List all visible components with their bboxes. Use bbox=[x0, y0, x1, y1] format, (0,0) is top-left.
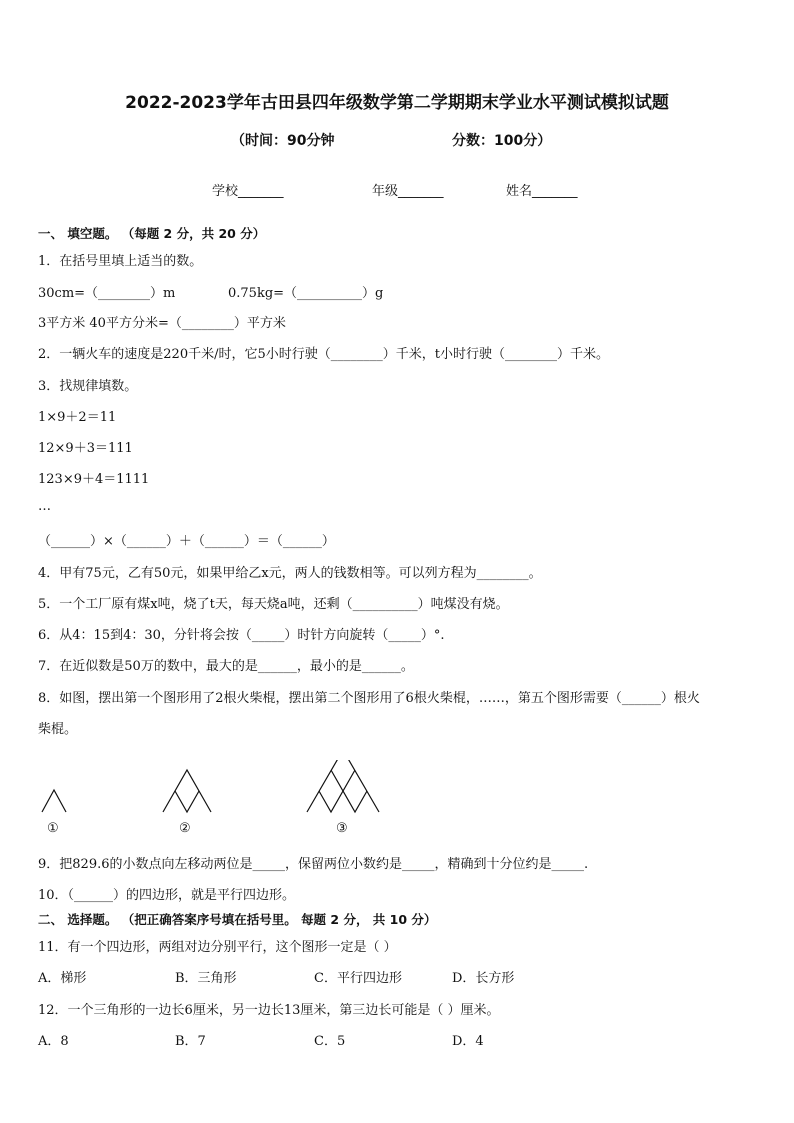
question-3: 3．找规律填数。 bbox=[38, 379, 138, 394]
grade-field: 年级_______ bbox=[372, 184, 444, 199]
q12-option-d: D．4 bbox=[452, 1034, 484, 1049]
question-3d: … bbox=[38, 499, 51, 514]
q11-option-c: C．平行四边形 bbox=[314, 971, 402, 986]
question-1: 1．在括号里填上适当的数。 bbox=[38, 254, 203, 269]
question-4: 4．甲有75元，乙有50元，如果甲给乙x元，两人的钱数相等。可以列方程为________。 bbox=[38, 566, 542, 581]
question-1c: 3平方米 40平方分米=（________）平方米 bbox=[38, 316, 286, 331]
figure-label-3: ③ bbox=[336, 821, 348, 836]
matchstick-figure-2-inner bbox=[175, 791, 199, 812]
q11-option-d: D．长方形 bbox=[452, 971, 515, 986]
matchstick-figure-3-top bbox=[331, 770, 355, 791]
name-field: 姓名_______ bbox=[506, 184, 578, 199]
question-8-line1: 8．如图，摆出第一个图形用了2根火柴棍，摆出第二个图形用了6根火柴棍，……，第五个图形需要（______）根火 bbox=[38, 691, 700, 706]
question-1a: 30cm=（________）m bbox=[38, 286, 176, 301]
q11-option-b: B．三角形 bbox=[175, 971, 237, 986]
exam-score: 分数：100分） bbox=[452, 133, 552, 149]
figure-label-2: ② bbox=[179, 821, 191, 836]
matchstick-figure-1 bbox=[42, 790, 66, 812]
question-8-line2: 柴棍。 bbox=[38, 722, 78, 737]
q12-option-a: A．8 bbox=[38, 1034, 69, 1049]
exam-time: （时间：90分钟 bbox=[231, 133, 335, 149]
question-2: 2．一辆火车的速度是220千米/时，它5小时行驶（________）千米，t小时行驶（________）千米。 bbox=[38, 347, 609, 362]
question-7: 7．在近似数是50万的数中，最大的是______，最小的是______。 bbox=[38, 659, 414, 674]
q12-option-c: C．5 bbox=[314, 1034, 346, 1049]
question-5: 5．一个工厂原有煤x吨，烧了t天，每天烧a吨，还剩（__________）吨煤没有烧。 bbox=[38, 597, 509, 612]
question-12: 12．一个三角形的一边长6厘米，另一边长13厘米，第三边长可能是（ ）厘米。 bbox=[38, 1003, 500, 1018]
q11-option-a: A．梯形 bbox=[38, 971, 87, 986]
question-1b: 0.75kg=（__________）g bbox=[228, 286, 384, 301]
section2-heading: 二、 选择题。 （把正确答案序号填在括号里。 每题 2 分， 共 10 分） bbox=[38, 912, 437, 927]
q12-option-b: B．7 bbox=[175, 1034, 206, 1049]
question-3e: （______）×（______）＋（______）＝（______） bbox=[38, 534, 335, 549]
matchstick-figure-3-outer bbox=[307, 760, 379, 812]
matchstick-figure-2-outer bbox=[163, 770, 211, 812]
question-9: 9．把829.6的小数点向左移动两位是_____，保留两位小数约是_____，精确到十分位约是_____. bbox=[38, 857, 589, 872]
figure-label-1: ① bbox=[47, 821, 59, 836]
page-title: 2022-2023学年古田县四年级数学第二学期期末学业水平测试模拟试题 bbox=[125, 93, 669, 113]
question-6: 6．从4：15到4：30，分针将会按（_____）时针方向旋转（_____）°. bbox=[38, 628, 445, 643]
question-3c: 123×9＋4＝1111 bbox=[38, 472, 150, 487]
question-10: 10．（______）的四边形，就是平行四边形。 bbox=[38, 888, 296, 903]
school-field: 学校_______ bbox=[212, 184, 284, 199]
question-3b: 12×9＋3＝111 bbox=[38, 441, 133, 456]
question-11: 11．有一个四边形，两组对边分别平行，这个图形一定是（ ） bbox=[38, 940, 397, 955]
matchstick-figure-3-mid bbox=[319, 791, 367, 812]
section1-heading: 一、 填空题。 （每题 2 分，共 20 分） bbox=[38, 226, 266, 241]
question-3a: 1×9＋2＝11 bbox=[38, 410, 117, 425]
